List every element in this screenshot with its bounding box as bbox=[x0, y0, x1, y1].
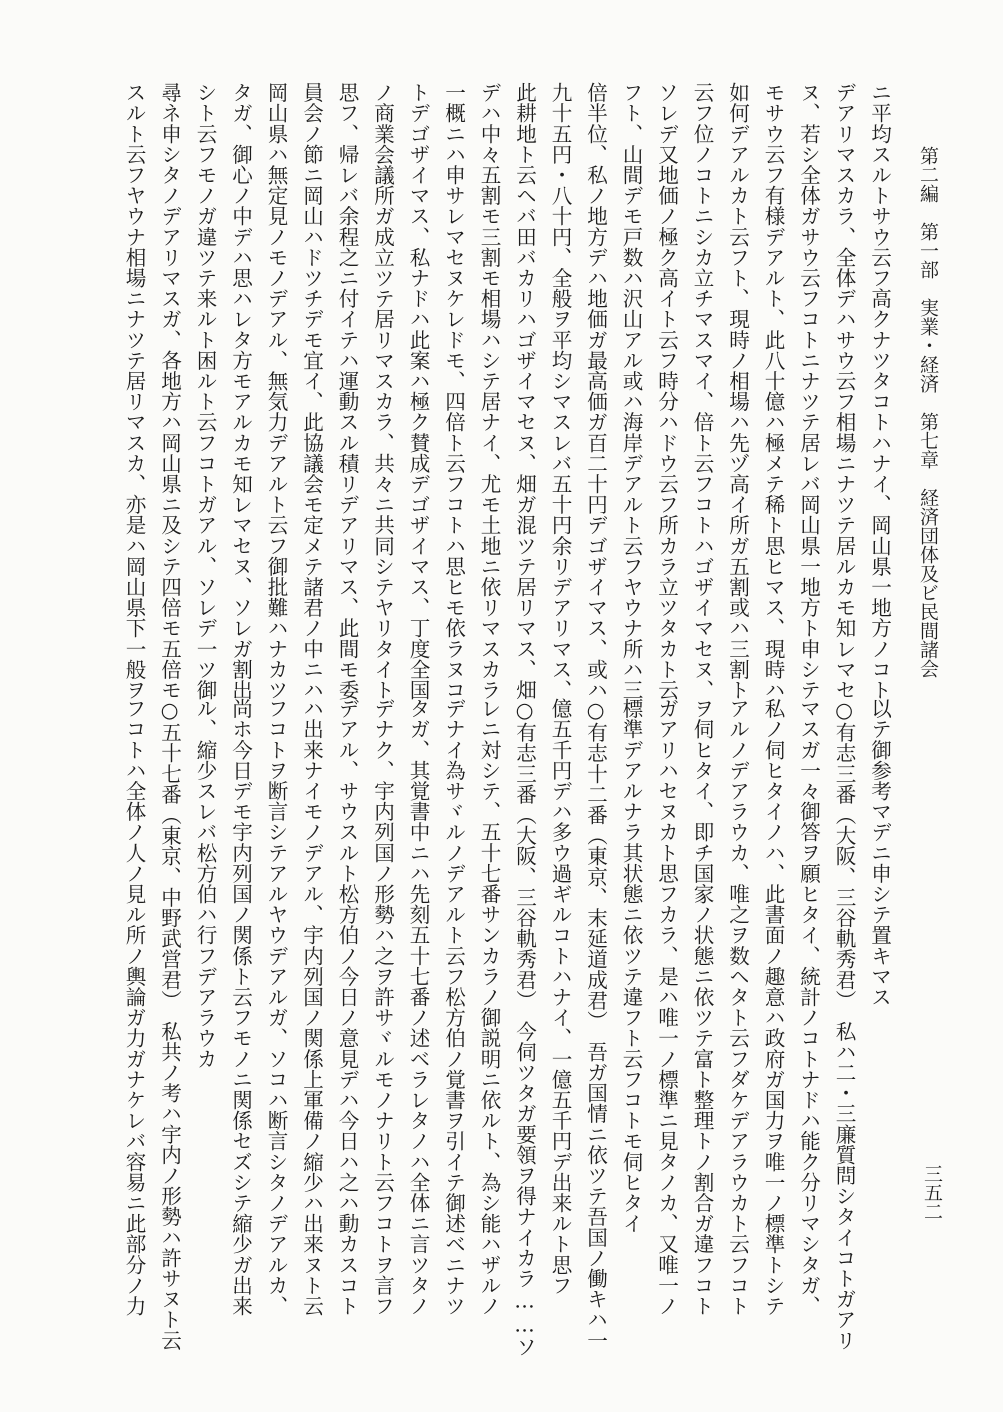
text-column: ニ平均スルトサウ云フ高クナツタコトハナイ、岡山県一地方ノコト bbox=[867, 82, 892, 700]
text-column: フト、山間デモ戸数ハ沢山アル或ハ海岸デアルト云フヤウナ所ハ三 bbox=[619, 82, 644, 700]
running-head: 第二編 第一部 実業・経済 第七章 経済団体及ビ民間諸会 bbox=[917, 146, 939, 678]
text-column: 一概ニハ申サレマセヌケレドモ、四倍ト云フコトハ思ヒモ依ラヌコ bbox=[441, 82, 466, 700]
text-column: 此耕地ト云ヘバ田バカリハゴザイマセヌ、畑ガ混ツテ居リマス、畑 bbox=[512, 82, 537, 700]
text-column: 云フ位ノコトニシカ立チマスマイ、倍ト云フコトハゴザイマセヌ、 bbox=[690, 82, 715, 700]
text-column: ○五十七番（東京、中野武営君） 私共ノ考ハ宇内ノ形勢ハ許サヌト云 bbox=[157, 698, 182, 1351]
text-column: デアリマスカラ、全体デハサウ云フ相場ニナツテ居ルカモ知レマセ bbox=[832, 82, 857, 700]
text-column: 如何デアルカト云フト、現時ノ相場ハ先ヅ高イ所ガ五割或ハ三割ト bbox=[725, 82, 750, 700]
text-column: 九十五円・八十円、全般ヲ平均シマスレバ五十円余リデアリマス、 bbox=[548, 82, 573, 700]
text-column: 員会ノ節ニ岡山ハドツチデモ宜イ、此協議会モ定メテ諸君ノ中ニハ bbox=[299, 82, 324, 700]
text-column: 尚ホ今日デモ宇内列国ノ関係ト云フモノニ関係セズシテ縮少ガ出来 bbox=[228, 698, 253, 1316]
text-column: 岡山県ハ無定見ノモノデアル、無気力デアルト云フ御批難ハナカツ bbox=[264, 82, 289, 700]
text-column: 以テ御参考マデニ申シテ置キマス bbox=[867, 698, 892, 1007]
text-column: デナク、宇内列国ノ形勢ハ之ヲ許サヾルモノナリト云フコトヲ言フ bbox=[370, 698, 395, 1316]
page-number: 三五二 bbox=[921, 1164, 943, 1221]
text-column: トデゴザイマス、私ナドハ此案ハ極ク賛成デゴザイマス、丁度全国 bbox=[406, 82, 431, 700]
text-column: タガ、其覚書中ニハ先刻五十七番ノ述ベラレタノハ全体ニ言ツタノ bbox=[406, 698, 431, 1316]
text-column: シト云フモノガ違ツテ来ルト困ルト云フコトガアル、ソレデ一ツ御 bbox=[193, 82, 218, 700]
text-column: マスガ一々御答ヲ願ヒタイ、統計ノコトナドハ能ク分リマシタガ、 bbox=[796, 698, 821, 1316]
text-column: モサウ云フ有様デアルト、此八十億ハ極メテ稀ト思ヒマス、現時ハ bbox=[761, 82, 786, 700]
text-column: フコトヲ断言シテアルヤウデアルガ、ソコハ断言シタノデアルカ、 bbox=[264, 698, 289, 1316]
text-column: ○有志十二番（東京、末延道成君） 吾ガ国情ニ依ツテ吾国ノ働キハ一 bbox=[583, 698, 608, 1351]
text-column: 私ノ伺ヒタイノハ、此書面ノ趣意ハ政府ガ国力ヲ唯一ノ標準トシテ bbox=[761, 698, 786, 1316]
text-column: ヲ伺ヒタイ、即チ国家ノ状態ニ依ツテ富ト整理トノ割合ガ違フコト bbox=[690, 698, 715, 1316]
text-column: スルト云フヤウナ相場ニナツテ居リマスカ、亦是ハ岡山県下一般ヲ bbox=[122, 82, 147, 700]
text-column: ○有志三番（大阪、三谷軌秀君） 私ハ二・三廉質問シタイコトガアリ bbox=[832, 698, 857, 1351]
text-column: ヌ、若シ全体ガサウ云フコトニナツテ居レバ岡山県一地方ト申シテ bbox=[796, 82, 821, 700]
text-column: デナイ為サヾルノデアルト云フ松方伯ノ覚書ヲ引イテ御述ベニナツ bbox=[441, 698, 466, 1316]
text-column: アルノデアラウカ、唯之ヲ数ヘタト云フダケデアラウカト云フコト bbox=[725, 698, 750, 1316]
text-column: フコトハ全体ノ人ノ見ル所ノ輿論ガ力ガナケレバ容易ニ此部分ノ力 bbox=[122, 698, 147, 1316]
text-column: ソレデ又地価ノ極ク高イト云フ時分ハドウ云フ所カラ立ツタカト云 bbox=[654, 82, 679, 700]
text-column: デハ中々五割モ三割モ相場ハシテ居ナイ、尤モ土地ニ依リマスカラ bbox=[477, 82, 502, 700]
text-column: ○有志三番（大阪、三谷軌秀君） 今伺ツタガ要領ヲ得ナイカラ……ソ bbox=[512, 698, 537, 1358]
text-column: ル、縮少スレバ松方伯ハ行フデアラウカ bbox=[193, 698, 218, 1069]
text-column: ハ出来ナイモノデアル、宇内列国ノ関係上軍備ノ縮少ハ出来ヌト云 bbox=[299, 698, 324, 1316]
text-column: ガアリハセヌカト思フカラ、是ハ唯一ノ標準ニ見タノカ、又唯一ノ bbox=[654, 698, 679, 1316]
text-column: ノ商業会議所ガ成立ツテ居リマスカラ、共々ニ共同シテヤリタイト bbox=[370, 82, 395, 700]
text-column: タガ、御心ノ中デハ思ハレタ方モアルカモ知レマセヌ、ソレガ割出 bbox=[228, 82, 253, 700]
text-column: デアル、サウスルト松方伯ノ今日ノ意見デハ今日ハ之ハ動カスコト bbox=[335, 698, 360, 1316]
text-column: 標準デアルナラ其状態ニ依ツテ違フト云フコトモ伺ヒタイ bbox=[619, 698, 644, 1234]
text-column: 億五千円デハ多ウ過ギルコトハナイ、一億五千円デ出来ルト思フ bbox=[548, 698, 573, 1296]
text-column: 尋ネ申シタノデアリマスガ、各地方ハ岡山県ニ及シテ四倍モ五倍モ bbox=[157, 82, 182, 700]
text-column: 倍半位、私ノ地方デハ地価ガ最高価ガ百二十円デゴザイマス、或ハ bbox=[583, 82, 608, 700]
text-column: レニ対シテ、五十七番サンカラノ御説明ニ依ルト、為シ能ハザルノ bbox=[477, 698, 502, 1316]
text-column: 思フ、帰レバ余程之ニ付イテハ運動スル積リデアリマス、此間モ委 bbox=[335, 82, 360, 700]
